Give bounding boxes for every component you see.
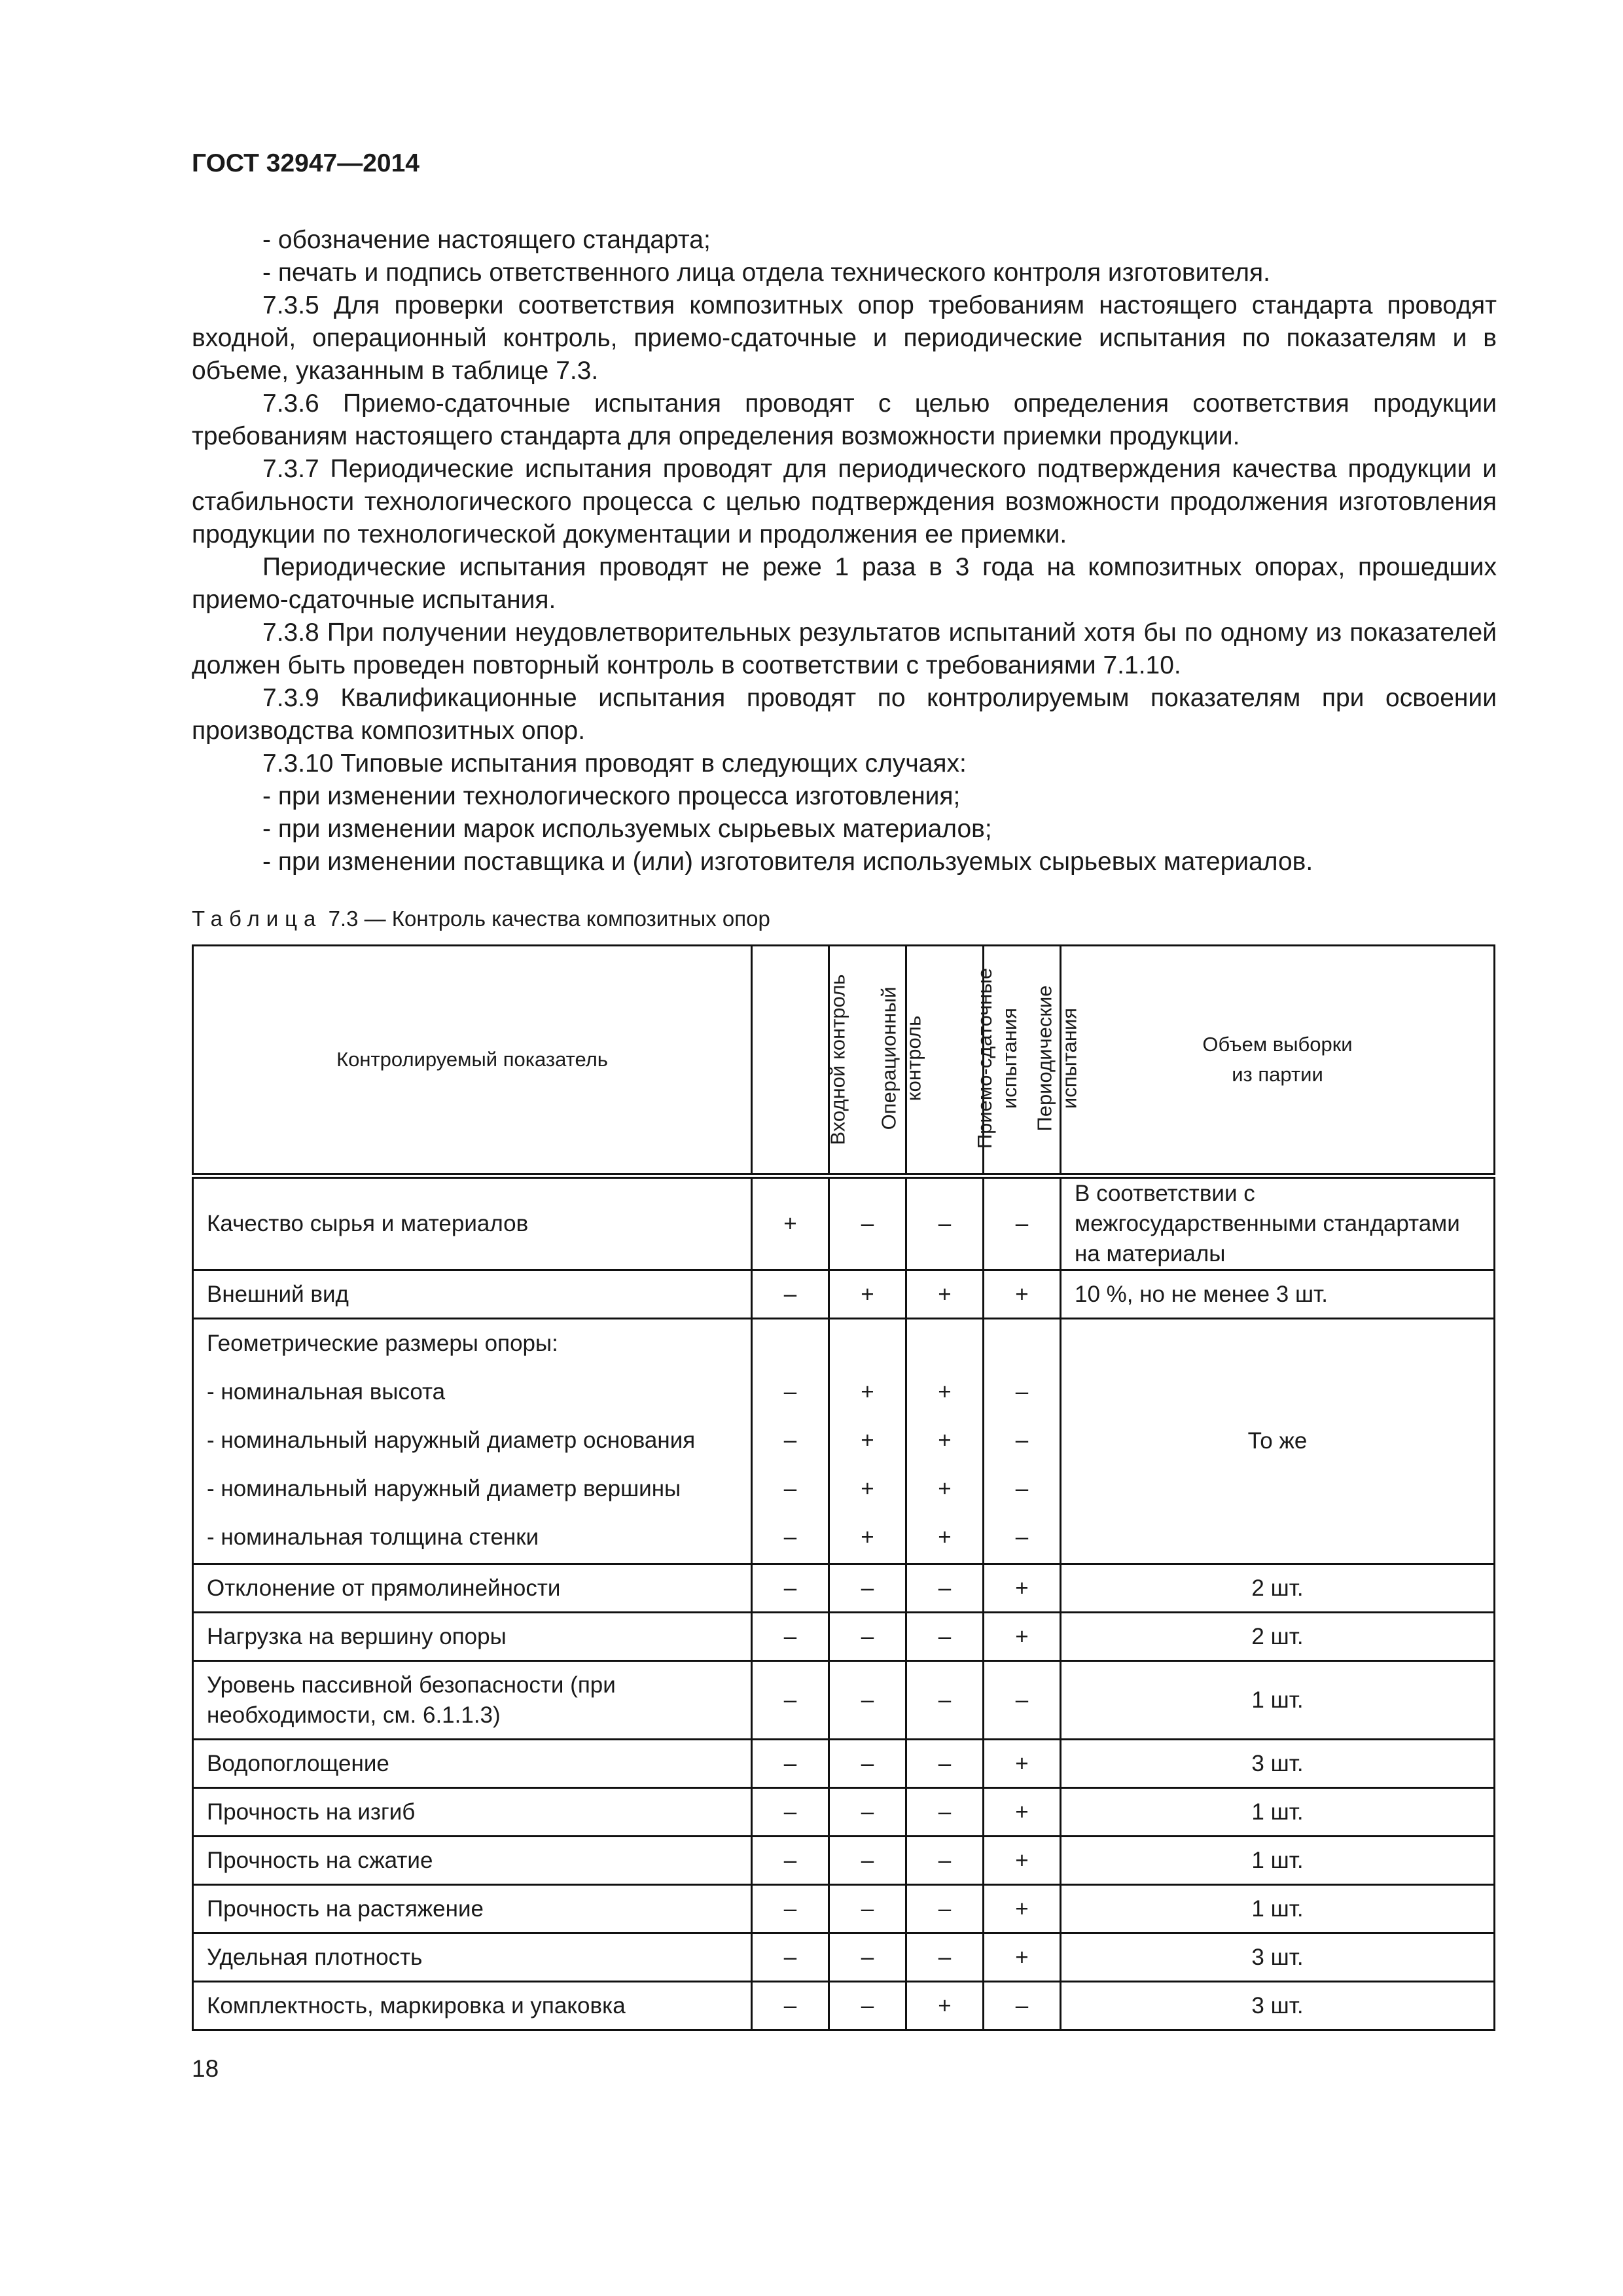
row-input-mark: – bbox=[752, 1982, 829, 2030]
table-row bbox=[193, 1564, 1495, 1613]
row-period-mark: + bbox=[984, 1885, 1061, 1933]
row-period-mark: – bbox=[984, 1176, 1061, 1270]
row-volume: 2 шт. bbox=[1061, 1564, 1495, 1613]
paragraph: - печать и подпись ответственного лица отдела технического контроля изготовителя. bbox=[262, 259, 1270, 287]
paragraph: - при изменении поставщика и (или) изготовителя используемых сырьевых материалов. bbox=[262, 848, 1313, 876]
row-accept-mark: + bbox=[906, 1270, 984, 1319]
row-period-mark: + bbox=[984, 1270, 1061, 1319]
table-row bbox=[193, 1885, 1495, 1933]
row-period-mark: + bbox=[984, 1837, 1061, 1885]
row-volume: 1 шт. bbox=[1061, 1885, 1495, 1933]
row-input-mark: – bbox=[752, 1613, 829, 1661]
row-accept-mark: – bbox=[906, 1885, 984, 1933]
row-volume: 1 шт. bbox=[1061, 1788, 1495, 1837]
paragraph: 7.3.10 Типовые испытания проводят в следующих случаях: bbox=[262, 749, 967, 778]
row-indicator: Уровень пассивной безопасности (при необходимости, см. 6.1.1.3) bbox=[193, 1661, 752, 1740]
row-oper-mark: – bbox=[829, 1613, 906, 1661]
paragraph: 7.3.5 Для проверки соответствия композитных опор требованиям настоящего стандарта проводят входной, операционный контроль, приемо-сдаточные и периодические испытания по показателям и в объеме, указанным в таблице 7.3. bbox=[192, 291, 1497, 385]
row-accept-mark: – bbox=[906, 1613, 984, 1661]
table-caption bbox=[192, 906, 770, 931]
row-indicator: Нагрузка на вершину опоры bbox=[193, 1613, 752, 1661]
row-volume: 3 шт. bbox=[1061, 1933, 1495, 1982]
row-indicator: Внешний вид bbox=[193, 1270, 752, 1319]
table-row bbox=[193, 1933, 1495, 1982]
geometry-accept-marks: + + + + bbox=[906, 1319, 984, 1564]
body-text bbox=[192, 224, 1497, 878]
row-oper-mark: – bbox=[829, 1661, 906, 1740]
header-input-label: Входной контроль bbox=[826, 974, 849, 1145]
row-period-mark: + bbox=[984, 1933, 1061, 1982]
header-input-control bbox=[752, 946, 849, 1176]
row-volume: В соответствии с межгосударственными стандартами на материалы bbox=[1061, 1176, 1495, 1270]
row-accept-mark: – bbox=[906, 1788, 984, 1837]
row-input-mark: – bbox=[752, 1740, 829, 1788]
row-volume: 1 шт. bbox=[1061, 1661, 1495, 1740]
row-accept-mark: + bbox=[906, 1982, 984, 2030]
row-indicator: Качество сырья и материалов bbox=[193, 1176, 752, 1270]
geometry-item: - номинальный наружный диаметр вершины bbox=[207, 1476, 681, 1501]
quality-control-table bbox=[192, 944, 1495, 2031]
paragraph: 7.3.7 Периодические испытания проводят для периодического подтверждения качества продукции и стабильности технологического процесса с целью подтверждения возможности продолжения изготовления продукции по технологической документации и продолжения ее приемки. bbox=[192, 455, 1497, 548]
paragraph: - обозначение настоящего стандарта; bbox=[262, 226, 711, 254]
row-input-mark: – bbox=[752, 1933, 829, 1982]
geometry-period-marks: – – – – bbox=[984, 1319, 1061, 1564]
row-indicator: Удельная плотность bbox=[193, 1933, 752, 1982]
row-accept-mark: – bbox=[906, 1564, 984, 1613]
table-row bbox=[193, 1982, 1495, 2030]
row-oper-mark: – bbox=[829, 1982, 906, 2030]
row-oper-mark: – bbox=[829, 1933, 906, 1982]
row-input-mark: – bbox=[752, 1564, 829, 1613]
row-input-mark: – bbox=[752, 1788, 829, 1837]
paragraph: Периодические испытания проводят не реже 1 раза в 3 года на композитных опорах, прошедших приемо-сдаточные испытания. bbox=[192, 553, 1497, 614]
row-volume: 1 шт. bbox=[1061, 1837, 1495, 1885]
row-oper-mark: – bbox=[829, 1564, 906, 1613]
header-sample-volume: Объем выборки из партии bbox=[1061, 946, 1495, 1176]
geometry-item: - номинальная высота bbox=[207, 1379, 446, 1405]
row-input-mark: – bbox=[752, 1661, 829, 1740]
row-oper-mark: – bbox=[829, 1176, 906, 1270]
row-input-mark: + bbox=[752, 1176, 829, 1270]
row-oper-mark: + bbox=[829, 1270, 906, 1319]
row-indicator: Прочность на растяжение bbox=[193, 1885, 752, 1933]
row-indicator: Прочность на сжатие bbox=[193, 1837, 752, 1885]
row-indicator: Отклонение от прямолинейности bbox=[193, 1564, 752, 1613]
paragraph: 7.3.6 Приемо-сдаточные испытания проводят с целью определения соответствия продукции требованиям настоящего стандарта для определения возможности приемки продукции. bbox=[192, 389, 1497, 450]
row-period-mark: – bbox=[984, 1982, 1061, 2030]
geometry-title: Геометрические размеры опоры: bbox=[207, 1331, 558, 1356]
table-row bbox=[193, 1613, 1495, 1661]
row-volume: 2 шт. bbox=[1061, 1613, 1495, 1661]
header-period-label: Периодические испытания bbox=[1033, 985, 1081, 1132]
paragraph: - при изменении технологического процесса изготовления; bbox=[262, 782, 961, 810]
row-period-mark: + bbox=[984, 1564, 1061, 1613]
table-row bbox=[193, 1837, 1495, 1885]
geometry-input-marks: – – – – bbox=[752, 1319, 829, 1564]
page-number: 18 bbox=[192, 2055, 219, 2082]
row-period-mark: + bbox=[984, 1788, 1061, 1837]
paragraph: 7.3.8 При получении неудовлетворительных результатов испытаний хотя бы по одному из показателей должен быть проведен повторный контроль в соответствии с требованиями 7.1.10. bbox=[192, 619, 1497, 679]
row-input-mark: – bbox=[752, 1837, 829, 1885]
table-caption-text: 7.3 — Контроль качества композитных опор bbox=[328, 906, 770, 931]
geometry-item: - номинальный наружный диаметр основания bbox=[207, 1427, 696, 1453]
geometry-volume: То же bbox=[1061, 1319, 1495, 1564]
table-header-row bbox=[193, 946, 1495, 1176]
header-indicator: Контролируемый показатель bbox=[193, 946, 752, 1176]
header-oper-label: Операционный контроль bbox=[877, 986, 925, 1130]
row-accept-mark: – bbox=[906, 1176, 984, 1270]
row-period-mark: + bbox=[984, 1740, 1061, 1788]
row-volume: 3 шт. bbox=[1061, 1982, 1495, 2030]
table-row bbox=[193, 1176, 1495, 1270]
table-row bbox=[193, 1661, 1495, 1740]
row-oper-mark: – bbox=[829, 1788, 906, 1837]
row-period-mark: – bbox=[984, 1661, 1061, 1740]
row-oper-mark: – bbox=[829, 1837, 906, 1885]
table-row-geometry bbox=[193, 1319, 1495, 1564]
row-oper-mark: – bbox=[829, 1740, 906, 1788]
paragraph: 7.3.9 Квалификационные испытания проводят по контролируемым показателям при освоении производства композитных опор. bbox=[192, 684, 1497, 745]
paragraph: - при изменении марок используемых сырьевых материалов; bbox=[262, 815, 992, 843]
geometry-oper-marks: + + + + bbox=[829, 1319, 906, 1564]
geometry-item: - номинальная толщина стенки bbox=[207, 1524, 539, 1550]
table-row bbox=[193, 1788, 1495, 1837]
row-accept-mark: – bbox=[906, 1837, 984, 1885]
table-row bbox=[193, 1270, 1495, 1319]
row-volume: 3 шт. bbox=[1061, 1740, 1495, 1788]
row-indicator: Прочность на изгиб bbox=[193, 1788, 752, 1837]
row-input-mark: – bbox=[752, 1270, 829, 1319]
row-accept-mark: – bbox=[906, 1740, 984, 1788]
table-row bbox=[193, 1740, 1495, 1788]
row-indicator: Комплектность, маркировка и упаковка bbox=[193, 1982, 752, 2030]
row-indicator: Водопоглощение bbox=[193, 1740, 752, 1788]
row-input-mark: – bbox=[752, 1885, 829, 1933]
row-period-mark: + bbox=[984, 1613, 1061, 1661]
row-accept-mark: – bbox=[906, 1661, 984, 1740]
row-volume: 10 %, но не менее 3 шт. bbox=[1061, 1270, 1495, 1319]
document-header: ГОСТ 32947—2014 bbox=[192, 149, 419, 177]
row-accept-mark: – bbox=[906, 1933, 984, 1982]
header-accept-label: Приемо-сдаточные испытания bbox=[973, 967, 1022, 1149]
table-caption-label: Таблица bbox=[192, 906, 323, 931]
geometry-indicators bbox=[193, 1319, 752, 1564]
row-oper-mark: – bbox=[829, 1885, 906, 1933]
